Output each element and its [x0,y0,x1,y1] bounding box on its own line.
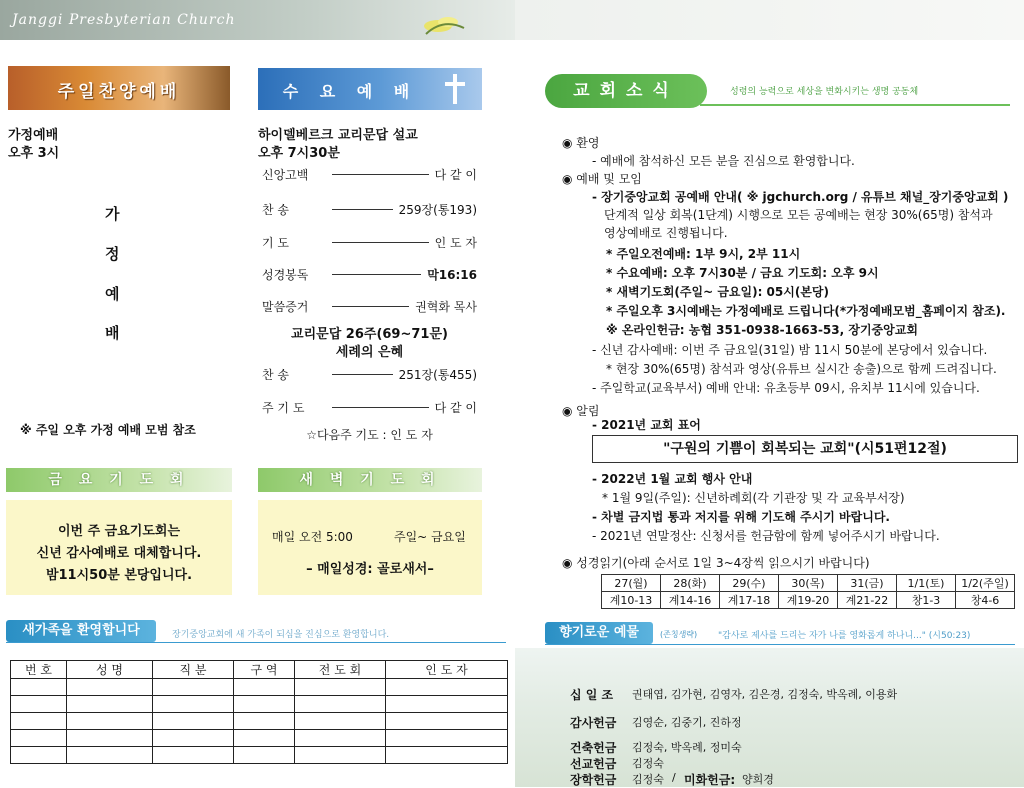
column-header: 인 도 자 [386,661,508,679]
order-value: 다 같 이 [434,401,477,415]
table-cell: 계19-20 [779,592,838,609]
next-week-prayer: ☆다음주 기도 : 인 도 자 [306,428,433,442]
order-row [262,298,477,315]
table-row [602,575,1015,592]
sunday-service-title-bar [8,66,230,110]
table-cell: 29(수) [720,575,779,592]
column-header: 직 분 [153,661,234,679]
news-text: * 1월 9일(주일): 신년하례회(각 기관장 및 각 교육부서장) [602,491,905,505]
news-text: - 신년 감사예배: 이번 주 금요일(31일) 밤 11시 50분에 본당에서 있습니다. [592,343,988,357]
order-row [262,266,477,283]
order-value: 권혁화 목사 [415,300,477,314]
church-name: Janggi Presbyterian Church [12,12,236,28]
offering-verse: "감사로 제사를 드리는 자가 나를 영화롭게 하나니..." (시50:23) [718,631,971,641]
news-text: * 현장 30%(65명) 참석과 영상(유튜브 실시간 송출)으로 함께 드려집니다. [606,362,997,376]
offering-names: 권태엽, 김가현, 김영자, 김은경, 김정숙, 박옥례, 이용화 [632,688,898,701]
vertical-char: 예 [105,285,120,303]
section-heading: ◉ 성경읽기(아래 순서로 1일 3~4장씩 읽으시기 바랍니다) [562,556,870,570]
news-text: - 2021년 교회 표어 [592,418,701,432]
dawn-days: 주일~ 금요일 [394,530,466,544]
dawn-bible: – 매일성경: 골로새서– [306,562,434,577]
offering-label: 감사헌금 [570,716,617,730]
sunday-note: ※ 주일 오후 가정 예배 모범 참조 [20,423,196,437]
offering-names: 김정숙, 박옥례, 정미숙 [632,741,742,754]
order-row [262,166,477,183]
order-value: 막16:16 [427,268,477,282]
table-cell: 28(화) [661,575,720,592]
table-cell: 계21-22 [838,592,897,609]
sermon-subtitle: 세례의 은혜 [335,345,404,360]
dawn-time: 매일 오전 5:00 [272,530,353,544]
offering-names: 김정숙 [632,757,664,770]
news-text: - 2021년 연말정산: 신청서를 헌금함에 함께 넣어주시기 바랍니다. [592,529,940,543]
dawn-title-bar [258,468,482,492]
divider [6,642,506,643]
news-text: - 주일학교(교육부서) 예배 안내: 유초등부 09시, 유치부 11시에 있습니다. [592,381,980,395]
table-row [11,679,508,696]
new-member-table [10,660,508,764]
order-row [262,201,477,218]
sunday-service-title: 주일찬양예배 [57,82,181,102]
news-text: - 차별 금지법 통과 저지를 위해 기도해 주시기 바랍니다. [592,510,890,524]
order-label: 주 기 도 [262,401,305,415]
news-text: * 수요예배: 오후 7시30분 / 금요 기도회: 오후 9시 [606,266,879,280]
divider [545,644,1015,645]
sermon-title: 교리문답 26주(69~71문) [291,327,448,342]
welcome-title: 새가족을 환영합니다 [6,620,156,642]
table-cell: 창4-6 [956,592,1015,609]
friday-line3: 밤11시50분 본당입니다. [45,568,193,583]
sunday-service-time: 오후 3시 [8,146,60,161]
offering-names: 김영순, 김중기, 진하정 [632,716,742,729]
offering-tag: (존칭생략) [660,630,698,639]
vertical-char: 정 [105,245,120,263]
bible-reading-table [601,574,1015,609]
order-label: 기 도 [262,236,289,250]
section-heading: ◉ 예배 및 모임 [562,172,642,186]
divider [700,104,1010,106]
news-text: * 새벽기도회(주일~ 금요일): 05시(본당) [606,285,829,299]
section-heading: ◉ 환영 [562,136,600,150]
news-text: * 주일오후 3시예배는 가정예배로 드립니다(*가정예배모범_홈페이지 참조). [606,304,1006,318]
order-value: 인 도 자 [434,236,477,250]
table-row [11,696,508,713]
order-value: 다 같 이 [434,168,477,182]
friday-title-bar [6,468,232,492]
order-label: 찬 송 [262,368,289,382]
friday-title: 금 요 기 도 회 [48,472,190,488]
table-cell: 1/1(토) [897,575,956,592]
dawn-box [258,500,482,595]
offering-label: 건축헌금 [570,741,617,755]
church-motto: "구원의 기쁨이 회복되는 교회"(시51편12절) [592,435,1018,463]
news-subtitle: 성령의 능력으로 세상을 변화시키는 생명 공동체 [730,87,919,97]
friday-line2: 신년 감사예배로 대체합니다. [36,546,202,561]
flower-icon [418,10,468,38]
table-cell: 30(목) [779,575,838,592]
order-label: 찬 송 [262,203,289,217]
table-row [11,730,508,747]
dawn-title: 새 벽 기 도 회 [299,472,441,488]
offering-names: 김정숙 [632,773,664,786]
wednesday-line1: 하이델베르크 교리문답 설교 [258,128,418,143]
section-heading: ◉ 알림 [562,404,600,418]
wednesday-service-title: 수 요 예 배 [282,82,418,101]
table-cell: 계10-13 [602,592,661,609]
order-label: 말씀증거 [262,300,309,314]
column-header: 번 호 [11,661,67,679]
table-cell: 1/2(주일) [956,575,1015,592]
order-row [262,399,477,416]
news-title: 교회소식 [545,74,707,108]
header-right-strip [515,0,1024,40]
table-cell: 31(금) [838,575,897,592]
news-text: 단계적 일상 회복(1단계) 시행으로 모든 공예배는 현장 30%(65명) 참석과 [604,208,993,222]
table-row [602,592,1015,609]
offering-label: 미화헌금: [684,773,736,787]
order-label: 성경봉독 [262,268,309,282]
offering-label: 선교헌금 [570,757,617,771]
table-header-row [11,661,508,679]
cross-icon [440,72,470,106]
order-label: 신앙고백 [262,168,309,182]
order-value: 259장(통193) [398,203,477,217]
table-row [11,747,508,764]
offering-label: 장학헌금 [570,773,617,787]
news-text: ※ 온라인헌금: 농협 351-0938-1663-53, 장기중앙교회 [606,323,918,337]
column-header: 구 역 [234,661,295,679]
table-cell: 계17-18 [720,592,779,609]
order-value: 251장(통455) [398,368,477,382]
vertical-char: 배 [105,324,120,342]
column-header: 전 도 회 [295,661,386,679]
offering-label: 십 일 조 [570,688,614,702]
order-row [262,366,477,383]
order-row [262,234,477,251]
news-text: - 예배에 참석하신 모든 분을 진심으로 환영합니다. [592,154,855,168]
offering-names: 양희경 [742,773,774,786]
news-text: * 주일오전예배: 1부 9시, 2부 11시 [606,247,801,261]
vertical-char: 가 [105,205,120,223]
sunday-service-name: 가정예배 [8,128,59,143]
table-cell: 창1-3 [897,592,956,609]
news-text: 영상예배로 진행됩니다. [604,226,728,240]
news-text: - 장기중앙교회 공예배 안내( ※ jgchurch.org / 유튜브 채널_장기중앙교회 ) [592,190,1009,204]
table-cell: 27(월) [602,575,661,592]
table-row [11,713,508,730]
friday-line1: 이번 주 금요기도회는 [57,524,181,539]
wednesday-line2: 오후 7시30분 [258,146,340,161]
column-header: 성 명 [67,661,153,679]
welcome-subtitle: 장기중앙교회에 새 가족이 되심을 진심으로 환영합니다. [172,630,390,640]
offering-title: 향기로운 예물 [545,622,653,644]
wednesday-service-title-bar [258,68,482,110]
table-cell: 계14-16 [661,592,720,609]
news-text: - 2022년 1월 교회 행사 안내 [592,472,753,486]
